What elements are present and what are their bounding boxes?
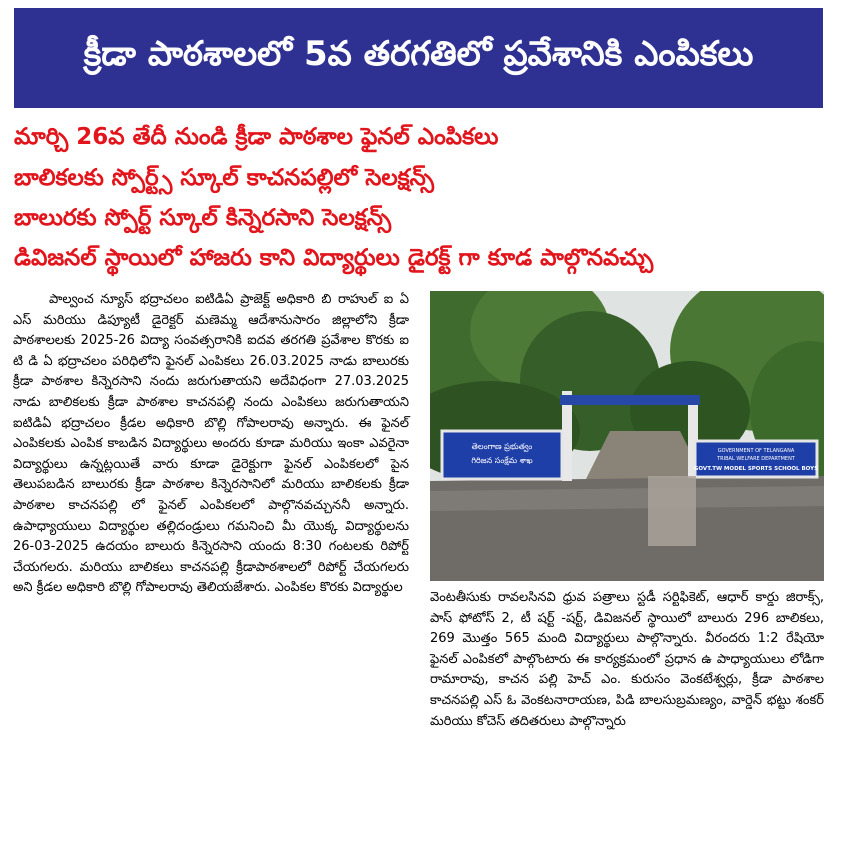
subheading-2: బాలికలకు స్పోర్ట్స్ స్కూల్ కాచనపల్లిలో సెలక్షన్స్: [14, 165, 435, 191]
signboard-right-line3: GOVT.TW MODEL SPORTS SCHOOL BOYS: [693, 466, 819, 472]
subheading-4: డివిజనల్ స్థాయిలో హాజరు కాని విద్యార్థులు డైరక్ట్ గా కూడ పాల్గొనవచ్చు: [14, 245, 654, 271]
school-gate-photo: [430, 291, 824, 581]
signboard-left-line2: గిరిజన సంక్షేమ శాఖ: [471, 456, 533, 465]
headline: క్రీడా పాఠశాలలో 5వ తరగతిలో ప్రవేశానికి ఎంపికలు: [83, 34, 754, 74]
article-left-column: పాల్వంచ న్యూస్ భద్రాచలం ఐటిడిఏ ప్రాజెక్ట్ అధికారి బి రాహుల్ ఐ ఏ ఎస్ మరియు డిప్యూటీ డైరెక్టర్ మణెమ్మ ఆదేశానుసారం జిల్లాలోని క్రీడా పాఠశాలలకు 2025-26 విద్యా సంవత్సరానికి ఐదవ తరగతి ప్రవేశాల కొరకు ఐ టి డి ఏ భద్రాచలం పరిధిలోని ఫైనల్ ఎంపికలు 26.03.2025 నాడు బాలురకు క్రీడా పాఠశాల కిన్నెరసాని నందు జరుగుతాయని అదేవిధంగా 27.03.2025 నాడు బాలికలకు క్రీడా పాఠశాల కాచనపల్లి నందు ఎంపికలు జరుగుతాయని ఐటిడిఏ భద్రాచలం క్రీడల అధికారి బొల్లి గోపాలరావు అన్నారు. ఈ ఫైనల్ ఎంపికలకు ఎంపిక కాబడిన విద్యార్థులు అందరు కూడా మరియు ఇంకా ఎవరైనా విద్యార్థులు ఉన్నట్లయితే వారు కూడా డైరెక్టుగా ఫైనల్ ఎంపికలలో పైన తెలుపబడిన బాలురకు క్రీడా పాఠశాల కిన్నెరసానిలో మరియు బాలికలకు క్రీడా పాఠశాల కాచనపల్లి లో ఫైనల్ ఎంపికలలో పాల్గొనవచ్చుననీ అన్నారు. ఉపాధ్యాయులు విద్యార్థుల తల్లిదండ్రులు గమనించి మీ యొక్క విద్యార్థులను 26-03-2025 ఉదయం బాలురు కిన్నెరసాని యందు 8:30 గంటలకు రిపోర్ట్ చేయగలరు. మరియు బాలికలు కాచనపల్లి క్రీడాపాఠశాలలో రిపోర్ట్ చేయగలరు అని క్రీడల అధికారి బొల్లి గోపాలరావు తెలియజేశారు. ఎంపికల కొరకు విద్యార్థుల: [13, 292, 409, 596]
subheading-1: మార్చి 26వ తేదీ నుండి క్రీడా పాఠశాల ఫైనల్ ఎంపికలు: [14, 124, 499, 150]
signboard-right-line1: GOVERNMENT OF TELANGANA: [717, 448, 795, 454]
signboard-right-line2: TRIBAL WELFARE DEPARTMENT: [717, 456, 795, 462]
article-right-column: వెంటతీసుకు రావలసినవి ధ్రువ పత్రాలు స్టడీ సర్టిఫికెట్, ఆధార్ కార్డు జిరాక్స్, పాస్ ఫోటోస్ 2, టీ షర్ట్ -షర్ట్, డివిజనల్ స్థాయిలో బాలురు 296 బాలికలు, 269 మొత్తం 565 మంది విద్యార్థులు పాల్గొన్నారు. వీరందరు 1:2 రేషియో ఫైనల్ ఎంపికలో పాల్గొంటారు ఈ కార్యక్రమంలో ప్రధాన ఉ పాధ్యాయులు లోడిగా రామారావు, కాచన పల్లి హెచ్ ఎం. కురుసం వెంకటేశ్వర్లు, క్రీడా పాఠశాల కాచనపల్లి ఎస్ ఓ వెంకటనారాయణ, పిడి బాలసుబ్రమణ్యం, వార్డెన్ భట్టు శంకర్ మరియు కోచెస్ తదితరులు పాల్గొన్నారు: [430, 590, 824, 729]
signboard-left-line1: తెలంగాణ ప్రభుత్వం: [471, 442, 533, 451]
subheading-3: బాలురకు స్పోర్ట్ స్కూల్ కిన్నెరసాని సెలక్షన్స్: [14, 205, 392, 231]
headline-banner: [14, 8, 823, 108]
